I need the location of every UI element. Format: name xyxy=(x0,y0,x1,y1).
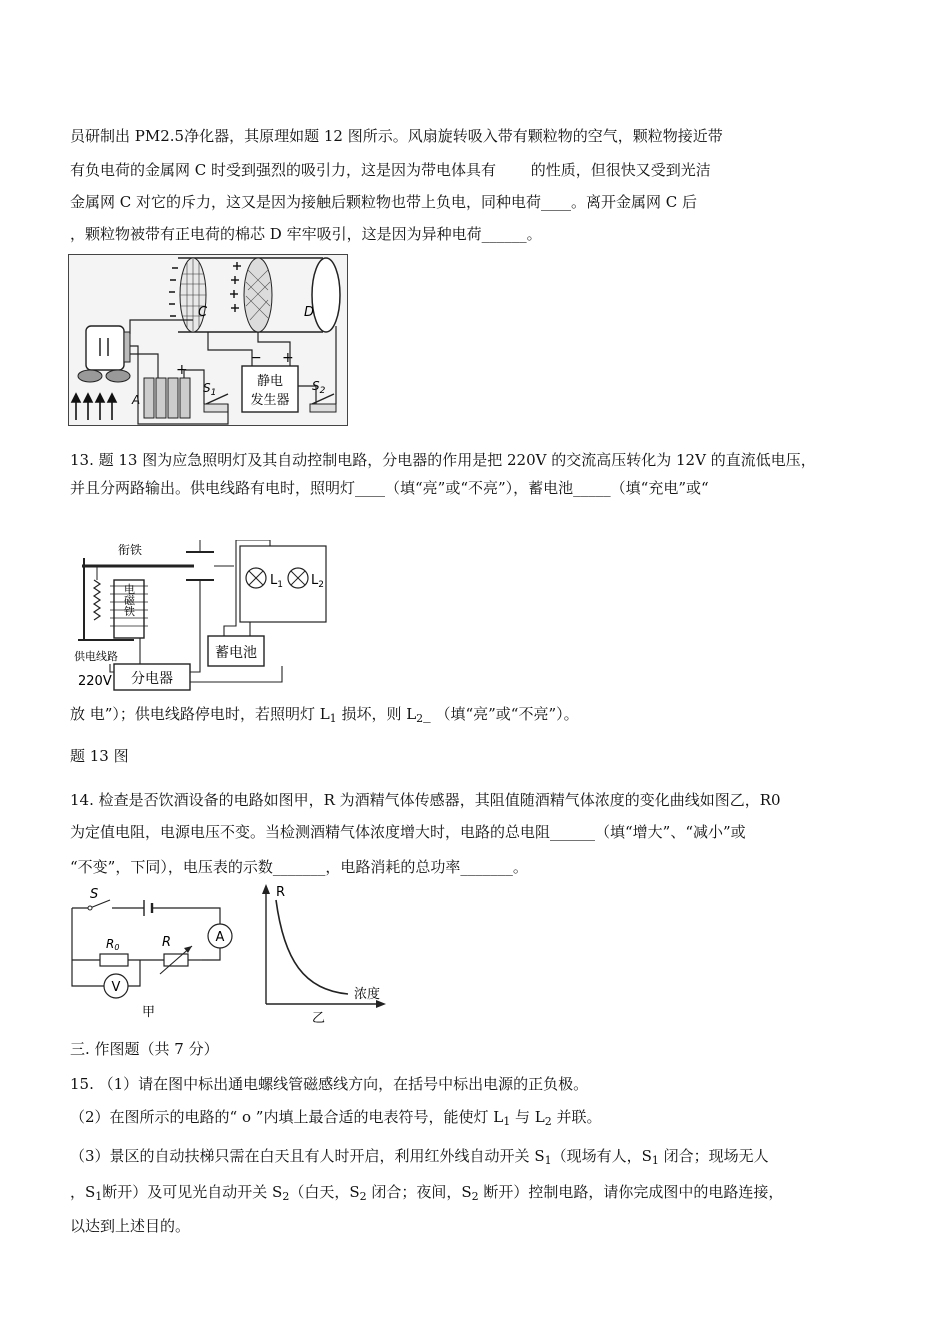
caption-a: 甲 xyxy=(142,1005,156,1020)
q15-part-2: （2）在图所示的电路的“ o ”内填上最合适的电表符号，能使灯 $L_1$ 与 $L_2$ 并联。 xyxy=(70,1108,602,1128)
label-voltage: 220V xyxy=(78,674,112,689)
label-voltmeter: V xyxy=(111,980,121,995)
section-3-heading: 三. 作图题（共 7 分） xyxy=(70,1040,219,1058)
label-distributor: 分电器 xyxy=(131,671,173,687)
label-ammeter: A xyxy=(215,930,225,945)
q12-line-3: 金属网 C 对它的斥力，这又是因为接触后颗粒物也带上负电，同种电荷____。离开金属网 C 后 xyxy=(70,193,698,211)
label-r: R xyxy=(162,935,172,950)
q13-emergency-light-figure xyxy=(74,540,336,692)
label-s1: $S_1$ xyxy=(203,381,217,398)
label-a: A xyxy=(132,393,141,407)
label-armature: 衔铁 xyxy=(118,543,143,557)
label-electromagnet: 电磁铁 xyxy=(122,583,136,617)
q12-line-1: 员研制出 PM2.5净化器，其原理如题 12 图所示。风扇旋转吸入带有颗粒物的空气，颗粒物接近带 xyxy=(70,127,723,145)
axis-y-label: R xyxy=(276,885,286,900)
q13-line-3: 放 电”）；供电线路停电时，若照明灯 $L_1$ 损坏，则 $L_2\_$ （填“亮”或“不亮”）。 xyxy=(70,705,579,725)
q15-part-3-line-1: （3）景区的自动扶梯只需在白天且有人时开启，利用红外线自动开关 $S_1$（现场有人，$S_1$ 闭合；现场无人 xyxy=(70,1147,769,1167)
label-battery: 蓄电池 xyxy=(215,645,257,661)
q14-curve-figure xyxy=(254,880,394,1026)
label-lamp-2: $L_2$ xyxy=(311,573,324,590)
generator-line-1: 静电 xyxy=(256,374,284,389)
label-c: C xyxy=(198,305,208,320)
axis-x-label: 浓度 xyxy=(354,987,381,1002)
q12-line-2: 有负电荷的金属网 C 时受到强烈的吸引力，这是因为带电体具有 的性质，但很快又受到光洁 xyxy=(70,161,711,179)
battery-plus: + xyxy=(176,362,188,378)
generator-plus: + xyxy=(282,350,294,366)
q12-line-4: ，颗粒物被带有正电荷的棉芯 D 牢牢吸引，这是因为异种电荷______。 xyxy=(70,225,542,243)
caption-b: 乙 xyxy=(312,1011,326,1026)
label-r0: R0 xyxy=(106,937,120,952)
q15-part-3-line-3: 以达到上述目的。 xyxy=(70,1217,191,1235)
q14-circuit-figure xyxy=(70,882,242,1022)
label-lamp-1: $L_1$ xyxy=(270,573,283,590)
label-d: D xyxy=(304,305,315,320)
q14-line-2: 为定值电阻，电源电压不变。当检测酒精气体浓度增大时，电路的总电阻______（填“增大”、“减小”或 xyxy=(70,823,746,841)
q15-part-3-line-2: ，$S_1$断开）及可见光自动开关 $S_2$（白天，$S_2$ 闭合；夜间，$S_2$ 断开）控制电路，请你完成图中的电路连接， xyxy=(70,1183,784,1203)
label-supply-line: 供电线路 xyxy=(74,650,118,663)
label-s2: $S_2$ xyxy=(312,379,326,396)
q13-caption: 题 13 图 xyxy=(70,747,129,765)
q15-part-1: 15. （1）请在图中标出通电螺线管磁感线方向，在括号中标出电源的正负极。 xyxy=(70,1075,589,1093)
q14-line-3: “不变”，下同），电压表的示数_______，电路消耗的总功率_______。 xyxy=(70,858,528,876)
q13-line-1: 13. 题 13 图为应急照明灯及其自动控制电路，分电器的作用是把 220V 的交流高压转化为 12V 的直流低电压， xyxy=(70,451,816,469)
q13-line-2: 并且分两路输出。供电线路有电时，照明灯____（填“亮”或“不亮”），蓄电池_____（填“充电”或“ xyxy=(70,479,709,497)
generator-minus: − xyxy=(250,350,262,366)
q14-line-1: 14. 检查是否饮酒设备的电路如图甲，R 为酒精气体传感器，其阻值随酒精气体浓度的变化曲线如图乙，R0 xyxy=(70,791,781,809)
label-switch: S xyxy=(90,887,99,902)
q12-purifier-figure xyxy=(68,254,348,426)
generator-line-2: 发生器 xyxy=(250,393,290,408)
